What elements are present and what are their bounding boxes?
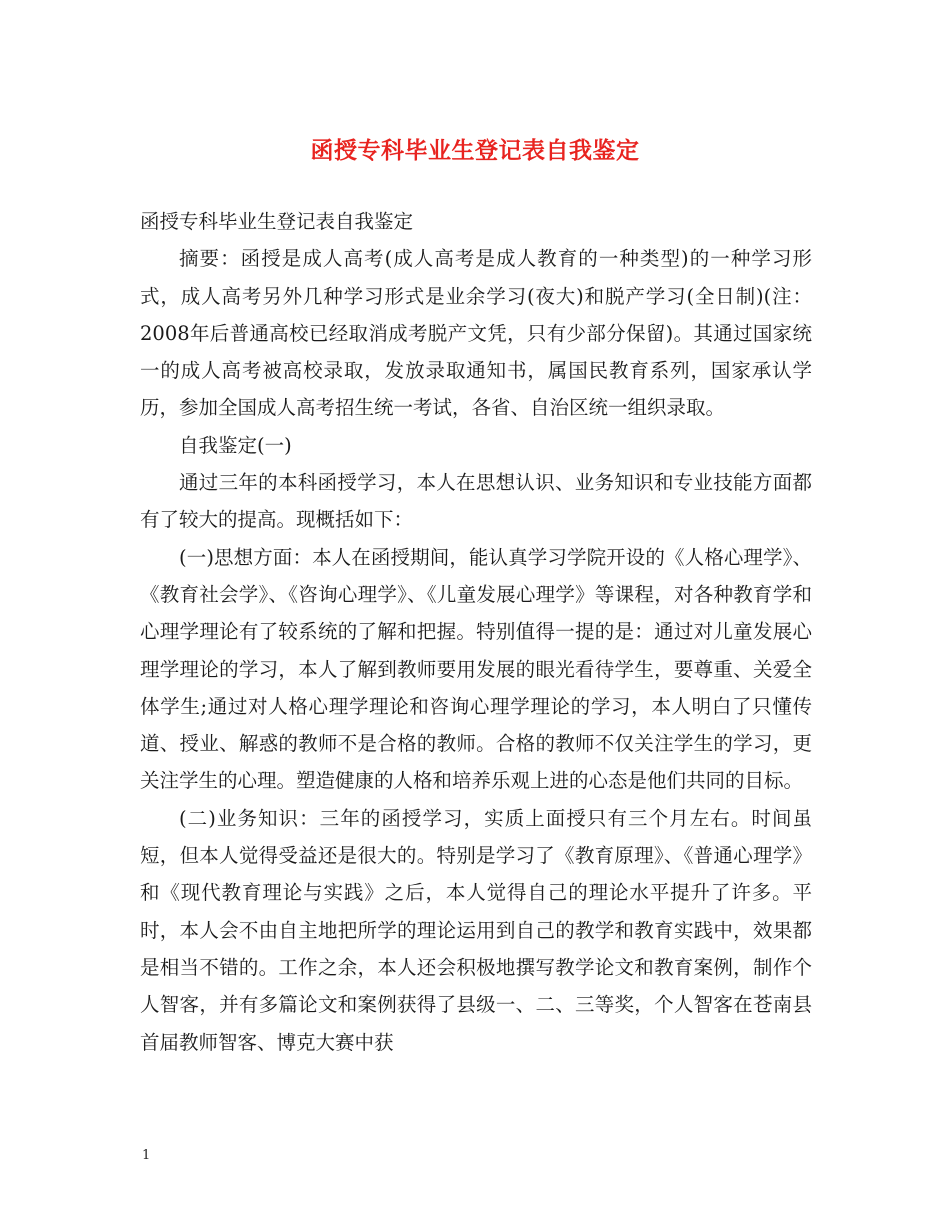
- paragraph-thought: (一)思想方面：本人在函授期间，能认真学习学院开设的《人格心理学》、《教育社会学》、《咨询心理学》、《儿童发展心理学》等课程，对各种教育学和心理学理论有了较系统的了解和把握。特别值得一提的是：通过对儿童发展心理学理论的学习，本人了解到教师要用发展的眼光看待学生，要尊重、关爱全体学生;通过对人格心理学理论和咨询心理学理论的学习，本人明白了只懂传道、授业、解惑的教师不是合格的教师。合格的教师不仅关注学生的学习，更关注学生的心理。塑造健康的人格和培养乐观上进的心态是他们共同的目标。: [140, 545, 812, 793]
- document-body: [140, 203, 812, 1061]
- paragraph-abstract: 摘要：函授是成人高考(成人高考是成人教育的一种类型)的一种学习形式，成人高考另外几种学习形式是业余学习(夜大)和脱产学习(全日制)(注：2008年后普通高校已经取消成考脱产文凭，只有少部分保留)。其通过国家统一的成人高考被高校录取，发放录取通知书，属国民教育系列，国家承认学历，参加全国成人高考招生统一考试，各省、自治区统一组织录取。: [140, 247, 812, 420]
- paragraph-heading: 函授专科毕业生登记表自我鉴定: [140, 210, 414, 233]
- paragraph-section-title: 自我鉴定(一): [179, 433, 292, 457]
- page-number: 1: [142, 1148, 151, 1163]
- paragraph-intro: 通过三年的本科函授学习，本人在思想认识、业务知识和专业技能方面都有了较大的提高。现概括如下：: [140, 471, 812, 532]
- document-title: 函授专科毕业生登记表自我鉴定: [310, 137, 640, 164]
- paragraph-business: (二)业务知识：三年的函授学习，实质上面授只有三个月左右。时间虽短，但本人觉得受益还是很大的。特别是学习了《教育原理》、《普通心理学》和《现代教育理论与实践》之后，本人觉得自己的理论水平提升了许多。平时，本人会不由自主地把所学的理论运用到自己的教学和教育实践中，效果都是相当不错的。工作之余，本人还会积极地撰写教学论文和教育案例，制作个人智客，并有多篇论文和案例获得了县级一、二、三等奖，个人智客在苍南县首届教师智客、博克大赛中获: [140, 806, 812, 1054]
